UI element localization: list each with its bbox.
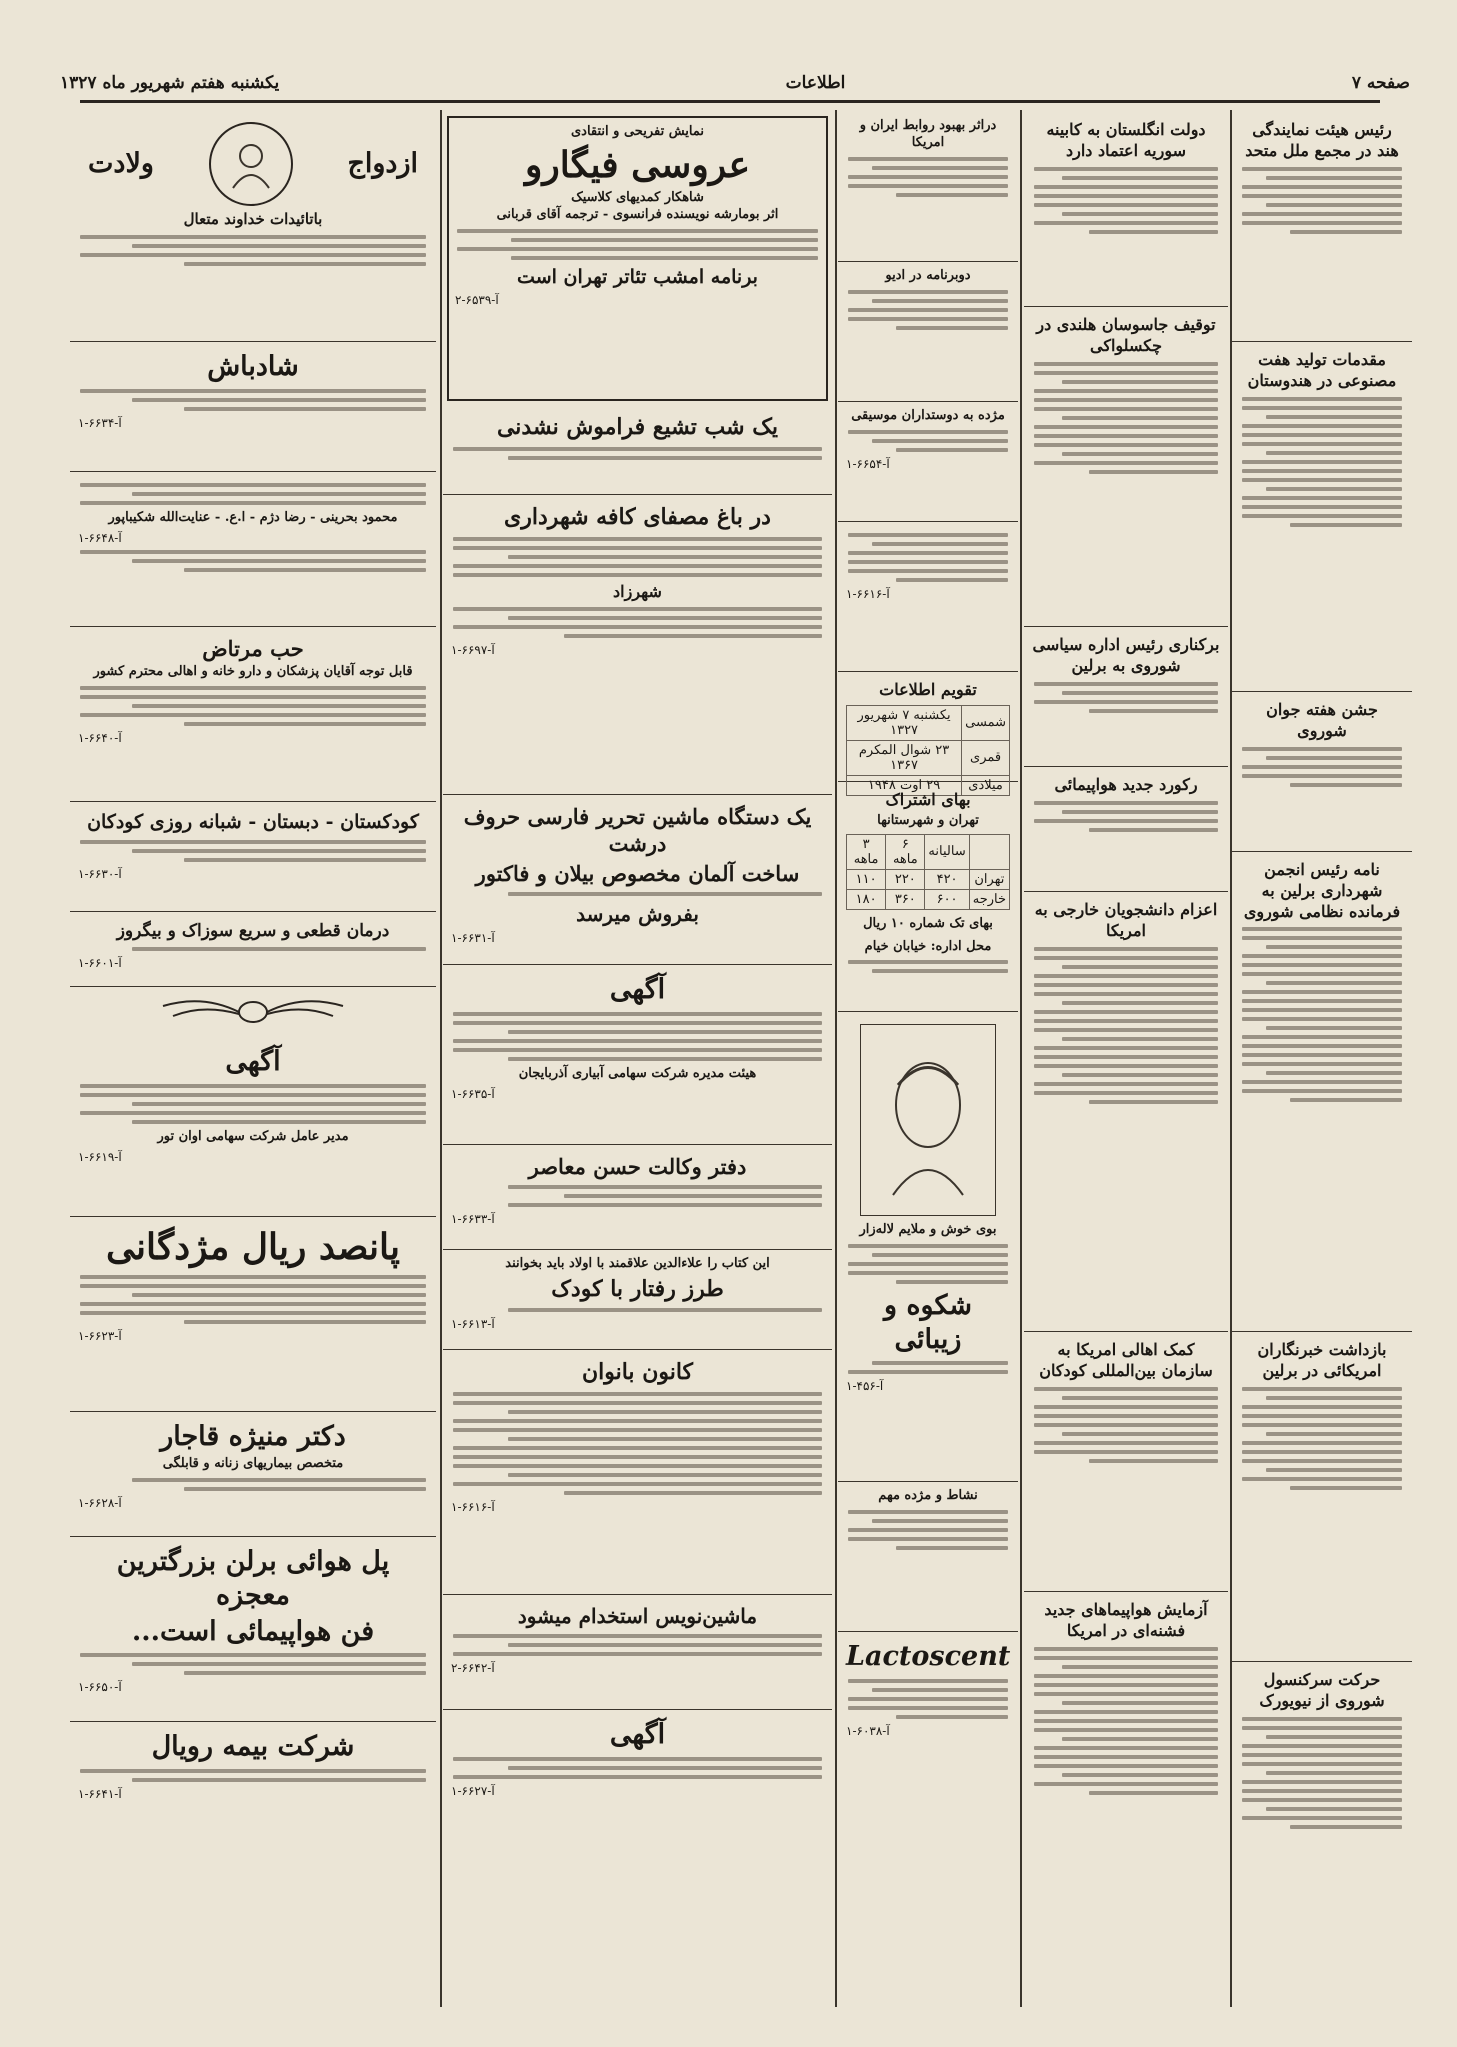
insurance-code: آ-۶۶۴۱-۱ bbox=[78, 1786, 122, 1801]
treatment-title: درمان قطعی و سریع سوزاک و بیگروز bbox=[116, 921, 390, 941]
congrats-body bbox=[80, 389, 426, 411]
school-code: آ-۶۶۳۰-۱ bbox=[78, 866, 122, 881]
article bbox=[1232, 1662, 1412, 2002]
column-divider bbox=[835, 110, 837, 2007]
ad-title: دوبرنامه در ادیو bbox=[885, 268, 971, 283]
table-header: ۳ ماهه bbox=[847, 834, 886, 869]
names-body bbox=[80, 483, 426, 505]
article bbox=[1232, 692, 1412, 852]
notice-title: آگهی bbox=[225, 1046, 281, 1077]
reward-ad bbox=[70, 1217, 436, 1412]
table-header: سالیانه bbox=[925, 834, 969, 869]
article-headline: رئیس هیئت نمایندگی هند در مجمع ملل متحد bbox=[1245, 120, 1399, 160]
table-cell: ۳۶۰ bbox=[886, 889, 925, 909]
table-header: ۶ ماهه bbox=[886, 834, 925, 869]
club-ad bbox=[443, 1350, 832, 1595]
pills-code: آ-۶۶۴۰-۱ bbox=[78, 731, 122, 746]
promo-title: بوی خوش و ملایم لاله‌زار bbox=[859, 1222, 997, 1237]
article-headline: کمک اهالی امریکا به سازمان بین‌المللی کودکان bbox=[1039, 1340, 1213, 1380]
congrats-code: آ-۶۶۳۴-۱ bbox=[78, 415, 122, 430]
article bbox=[1024, 767, 1228, 892]
notice-title: آگهی bbox=[609, 1719, 666, 1750]
theater-title: عروسی فیگارو bbox=[524, 143, 751, 186]
names-box bbox=[70, 472, 436, 627]
issue-date: یکشنبه هفتم شهریور ماه ۱۳۲۷ bbox=[60, 73, 280, 93]
article-headline: رکورد جدید هواپیمائی bbox=[1054, 775, 1198, 794]
condolence-body bbox=[80, 235, 426, 266]
typewriter-title-2: ساخت آلمان مخصوص بیلان و فاکتور bbox=[475, 860, 800, 886]
ad-title: دراثر بهبود روابط ایران و امریکا bbox=[859, 118, 997, 150]
subscription-box bbox=[838, 782, 1018, 1012]
notice-signature: مدیر عامل شرکت سهامی اوان تور bbox=[157, 1128, 349, 1144]
ad-body bbox=[848, 157, 1008, 197]
theater-author: اثر بومارشه نویسنده فرانسوی - ترجمه آقای قربانی bbox=[496, 206, 779, 222]
notice-title: آگهی bbox=[609, 974, 666, 1005]
pills-title: حب مرتاض bbox=[202, 636, 304, 661]
promo-headline: شکوه و زیبائی bbox=[883, 1289, 973, 1355]
doctor-subtitle: متخصص بیماریهای زنانه و قابلگی bbox=[162, 1455, 344, 1471]
article-body bbox=[1242, 1387, 1402, 1490]
baby-icon bbox=[209, 122, 293, 206]
calendar-table bbox=[846, 705, 1010, 796]
article-body bbox=[1034, 167, 1218, 234]
wedding-title: ازدواج bbox=[347, 148, 418, 180]
theater-heading: نمایش تفریحی و انتقادی bbox=[570, 124, 704, 139]
article-body bbox=[1034, 947, 1218, 1104]
typist-body bbox=[453, 1634, 822, 1656]
hall-body bbox=[453, 537, 822, 577]
article-body bbox=[1034, 362, 1218, 474]
ad-body bbox=[848, 1510, 1008, 1550]
ad-code: آ-۶۶۵۴-۱ bbox=[846, 456, 890, 471]
ad-body bbox=[848, 533, 1008, 582]
table-row bbox=[847, 889, 1010, 909]
table-cell: خارجه bbox=[969, 889, 1009, 909]
doctor-title: دکتر منیژه قاجار bbox=[160, 1421, 346, 1452]
doctor-body bbox=[80, 1478, 426, 1491]
lawyer-ad bbox=[443, 1145, 832, 1250]
typewriter-sale: بفروش میرسد bbox=[576, 901, 699, 926]
book-body bbox=[453, 1308, 822, 1312]
office-address: محل اداره: خیابان خیام bbox=[864, 938, 992, 954]
table-cell: ۶۰۰ bbox=[925, 889, 969, 909]
lawyer-code: آ-۶۶۳۳-۱ bbox=[451, 1212, 495, 1227]
column-divider bbox=[1020, 110, 1022, 2007]
calendar-title: تقویم اطلاعات bbox=[879, 680, 977, 699]
wedding-box bbox=[70, 112, 436, 342]
article-headline: جشن هفته جوان شوروی bbox=[1266, 700, 1378, 740]
article-body bbox=[1034, 801, 1218, 832]
article-body bbox=[1242, 747, 1402, 787]
notice-ad bbox=[70, 1037, 436, 1217]
article bbox=[1024, 1592, 1228, 2012]
notice-code: آ-۶۶۲۷-۱ bbox=[451, 1783, 495, 1798]
ad bbox=[838, 1482, 1018, 1632]
notice-ad bbox=[443, 1710, 832, 1820]
ad bbox=[838, 112, 1018, 262]
condolence-title: باتائیدات خداوند متعال bbox=[183, 210, 323, 228]
insurance-body bbox=[80, 1769, 426, 1782]
typewriter-code: آ-۶۶۳۱-۱ bbox=[451, 930, 495, 945]
table-cell: تهران bbox=[969, 869, 1009, 889]
ad-body bbox=[848, 290, 1008, 330]
article bbox=[1024, 112, 1228, 307]
book-subtitle: طرز رفتار با کودک bbox=[551, 1275, 724, 1302]
typist-ad bbox=[443, 1595, 832, 1710]
table-cell: ۱۱۰ bbox=[847, 869, 886, 889]
theater-cast bbox=[457, 229, 818, 260]
doctor-ad bbox=[70, 1412, 436, 1537]
table-cell: میلادی bbox=[962, 775, 1010, 795]
ad bbox=[838, 262, 1018, 402]
ornament-divider bbox=[70, 987, 436, 1037]
airlift-title: پل هوائی برلن بزرگترین معجزه bbox=[116, 1546, 390, 1611]
portrait-illustration bbox=[860, 1024, 996, 1216]
congrats-box bbox=[70, 342, 436, 472]
article-headline: حرکت سرکنسول شوروی از نیویورک bbox=[1259, 1670, 1385, 1710]
masthead-rule bbox=[80, 100, 1380, 103]
table-cell: ۱۸۰ bbox=[847, 889, 886, 909]
airlift-title-2: فن هواپیمائی است... bbox=[131, 1615, 375, 1647]
article-headline: دولت انگلستان به کابینه سوریه اعتماد دارد bbox=[1046, 120, 1206, 160]
treatment-body bbox=[80, 947, 426, 951]
book-title: این کتاب را علاءالدین علاقمند با اولاد باید بخوانند bbox=[505, 1256, 770, 1271]
doctor-code: آ-۶۶۲۸-۱ bbox=[78, 1495, 122, 1510]
article bbox=[1024, 1332, 1228, 1592]
promo-body bbox=[848, 1361, 1008, 1374]
table-row bbox=[847, 869, 1010, 889]
article-headline: آزمایش هواپیماهای جدید فشنه‌ای در امریکا bbox=[1044, 1600, 1208, 1640]
page-number: صفحه ۷ bbox=[1351, 73, 1410, 93]
promo-box bbox=[838, 1012, 1018, 1482]
paper-name: اطلاعات bbox=[785, 73, 846, 93]
ad bbox=[838, 1632, 1018, 1822]
hall-code: آ-۶۶۹۷-۱ bbox=[451, 643, 495, 658]
ad-body bbox=[848, 430, 1008, 452]
club-body bbox=[453, 1392, 822, 1495]
table-row bbox=[847, 705, 1010, 740]
ad-body bbox=[848, 1679, 1008, 1719]
typist-code: آ-۶۶۴۲-۲ bbox=[451, 1661, 495, 1675]
club-code: آ-۶۶۱۶-۱ bbox=[451, 1499, 495, 1514]
ad bbox=[838, 402, 1018, 522]
cinema-ad bbox=[443, 405, 832, 495]
article bbox=[1232, 1332, 1412, 1662]
table-cell: یکشنبه ۷ شهریور ۱۳۲۷ bbox=[847, 705, 962, 740]
notice-signature: هیئت مدیره شرکت سهامی آبیاری آذربایجان bbox=[518, 1065, 757, 1081]
table-row bbox=[847, 740, 1010, 775]
article-body bbox=[1242, 397, 1402, 527]
airlift-code: آ-۶۶۵۰-۱ bbox=[78, 1680, 122, 1695]
hall-ad bbox=[443, 495, 832, 795]
column-news-1 bbox=[1232, 112, 1412, 2007]
column-ads-4 bbox=[443, 112, 832, 2007]
notice-ad bbox=[443, 965, 832, 1145]
names-body-2 bbox=[80, 550, 426, 572]
insurance-title: شرکت بیمه رویال bbox=[151, 1731, 355, 1762]
ad-title: مژده به دوستداران موسیقی bbox=[851, 408, 1005, 423]
club-title: کانون بانوان bbox=[581, 1359, 694, 1385]
baby-illustration-icon bbox=[223, 136, 279, 192]
subscription-subtitle: تهران و شهرستانها bbox=[877, 812, 979, 828]
pills-body bbox=[80, 686, 426, 726]
reward-body bbox=[80, 1275, 426, 1324]
portrait-icon bbox=[873, 1045, 983, 1195]
book-ad bbox=[443, 1250, 832, 1350]
typewriter-title: یک دستگاه ماشین تحریر فارسی حروف درشت bbox=[463, 804, 812, 857]
reward-title: پانصد ریال مژدگانی bbox=[105, 1226, 401, 1268]
subscription-title: بهای اشتراک bbox=[885, 790, 971, 809]
lawyer-title: دفتر وکالت حسن معاصر bbox=[528, 1154, 747, 1179]
article bbox=[1024, 627, 1228, 767]
cinema-title: یک شب تشیع فراموش نشدنی bbox=[496, 414, 779, 440]
article-headline: بازداشت خبرنگاران امریکائی در برلین bbox=[1257, 1340, 1387, 1380]
article-body bbox=[1034, 1387, 1218, 1463]
book-code: آ-۶۶۱۳-۱ bbox=[451, 1317, 495, 1332]
typist-title: ماشین‌نویس استخدام میشود bbox=[517, 1604, 758, 1628]
names-list: محمود بحرینی - رضا دژم - ا.ع. - عنایت‌الله شکیبا‌پور bbox=[108, 510, 398, 525]
table-row bbox=[847, 834, 1010, 869]
subscription-note: بهای تک شماره ۱۰ ریال bbox=[863, 915, 993, 931]
masthead bbox=[60, 70, 1410, 96]
calendar-box bbox=[838, 672, 1018, 793]
names-code: آ-۶۶۴۸-۱ bbox=[78, 530, 122, 545]
theater-subtitle: شاهکار کمدیهای کلاسیک bbox=[571, 189, 704, 205]
article bbox=[1024, 892, 1228, 1332]
lawyer-body bbox=[453, 1185, 822, 1207]
notice-body bbox=[80, 1084, 426, 1124]
article-headline: اعزام دانشجویان خارجی به امریکا bbox=[1034, 900, 1218, 940]
school-title: کودکستان - دبستان - شبانه روزی کودکان bbox=[87, 811, 419, 833]
ad-title: Lactoscent bbox=[846, 1641, 1011, 1672]
birth-title: ولادت bbox=[88, 148, 154, 180]
treatment-ad bbox=[70, 912, 436, 987]
ad bbox=[838, 522, 1018, 672]
column-divider bbox=[440, 110, 442, 2007]
congrats-title: شادباش bbox=[207, 351, 299, 382]
table-cell: ۲۹ اوت ۱۹۴۸ bbox=[847, 775, 962, 795]
article-body bbox=[1034, 682, 1218, 713]
airlift-ad bbox=[70, 1537, 436, 1722]
article-headline: مقدمات تولید هفت مصنوعی در هندوستان bbox=[1247, 350, 1397, 390]
hall-title: در باغ مصفای کافه شهرداری bbox=[504, 504, 771, 530]
ad-code: آ-۶۶۱۶-۱ bbox=[846, 587, 890, 601]
treatment-code: آ-۶۶۰۱-۱ bbox=[78, 956, 122, 971]
notice-body bbox=[453, 1757, 822, 1779]
theater-code: آ-۶۵۳۹-۲ bbox=[455, 293, 499, 308]
notice-code: آ-۶۶۳۵-۱ bbox=[451, 1086, 495, 1101]
hall-subtitle: شهرزاد bbox=[613, 581, 662, 601]
hall-body bbox=[453, 607, 822, 638]
table-cell: شمسی bbox=[962, 705, 1010, 740]
article-headline: توقیف جاسوسان هلندی در چکسلواکی bbox=[1036, 315, 1216, 355]
article-headline: نامه رئیس انجمن شهرداری برلین به فرمانده نظامی شوروی bbox=[1243, 860, 1401, 921]
ad-title: نشاط و مژده مهم bbox=[878, 1488, 978, 1503]
table-cell: ۲۳ شوال المکرم ۱۳۶۷ bbox=[847, 740, 962, 775]
article-body bbox=[1242, 1717, 1402, 1829]
notice-code: آ-۶۶۱۹-۱ bbox=[78, 1149, 122, 1164]
reward-code: آ-۶۶۲۳-۱ bbox=[78, 1329, 122, 1343]
wedding-emblem bbox=[88, 122, 418, 206]
article-body bbox=[1034, 1647, 1218, 1795]
subscription-table bbox=[846, 834, 1010, 910]
pills-ad bbox=[70, 627, 436, 802]
cinema-body bbox=[453, 447, 822, 460]
airlift-body bbox=[80, 1653, 426, 1675]
article bbox=[1232, 112, 1412, 342]
winged-ornament-icon bbox=[153, 992, 353, 1032]
theater-footer: برنامه امشب تئاتر تهران است bbox=[517, 265, 758, 288]
column-ads-5 bbox=[70, 112, 436, 2007]
table-cell: ۲۲۰ bbox=[886, 869, 925, 889]
theater-ad bbox=[447, 116, 828, 401]
article-body bbox=[1242, 927, 1402, 1102]
table-cell: قمری bbox=[962, 740, 1010, 775]
school-body bbox=[80, 840, 426, 862]
table-cell: ۴۲۰ bbox=[925, 869, 969, 889]
column-ads-3 bbox=[838, 112, 1018, 2007]
promo-body bbox=[848, 1244, 1008, 1284]
article-headline: برکناری رئیس اداره سیاسی شوروی به برلین bbox=[1032, 635, 1220, 675]
pills-subtitle: قابل توجه آقایان پزشکان و دارو خانه و اهالی محترم کشور bbox=[93, 664, 413, 680]
article bbox=[1232, 342, 1412, 692]
address-details bbox=[848, 960, 1008, 973]
article bbox=[1024, 307, 1228, 627]
article bbox=[1232, 852, 1412, 1332]
typewriter-body bbox=[453, 892, 822, 896]
typewriter-ad bbox=[443, 795, 832, 965]
promo-code: آ-۴۵۶-۱ bbox=[846, 1379, 884, 1394]
column-news-2 bbox=[1024, 112, 1228, 2007]
article-body bbox=[1242, 167, 1402, 234]
insurance-ad bbox=[70, 1722, 436, 1832]
notice-body bbox=[453, 1012, 822, 1061]
school-ad bbox=[70, 802, 436, 912]
ad-code: آ-۶۰۳۸-۱ bbox=[846, 1723, 890, 1738]
